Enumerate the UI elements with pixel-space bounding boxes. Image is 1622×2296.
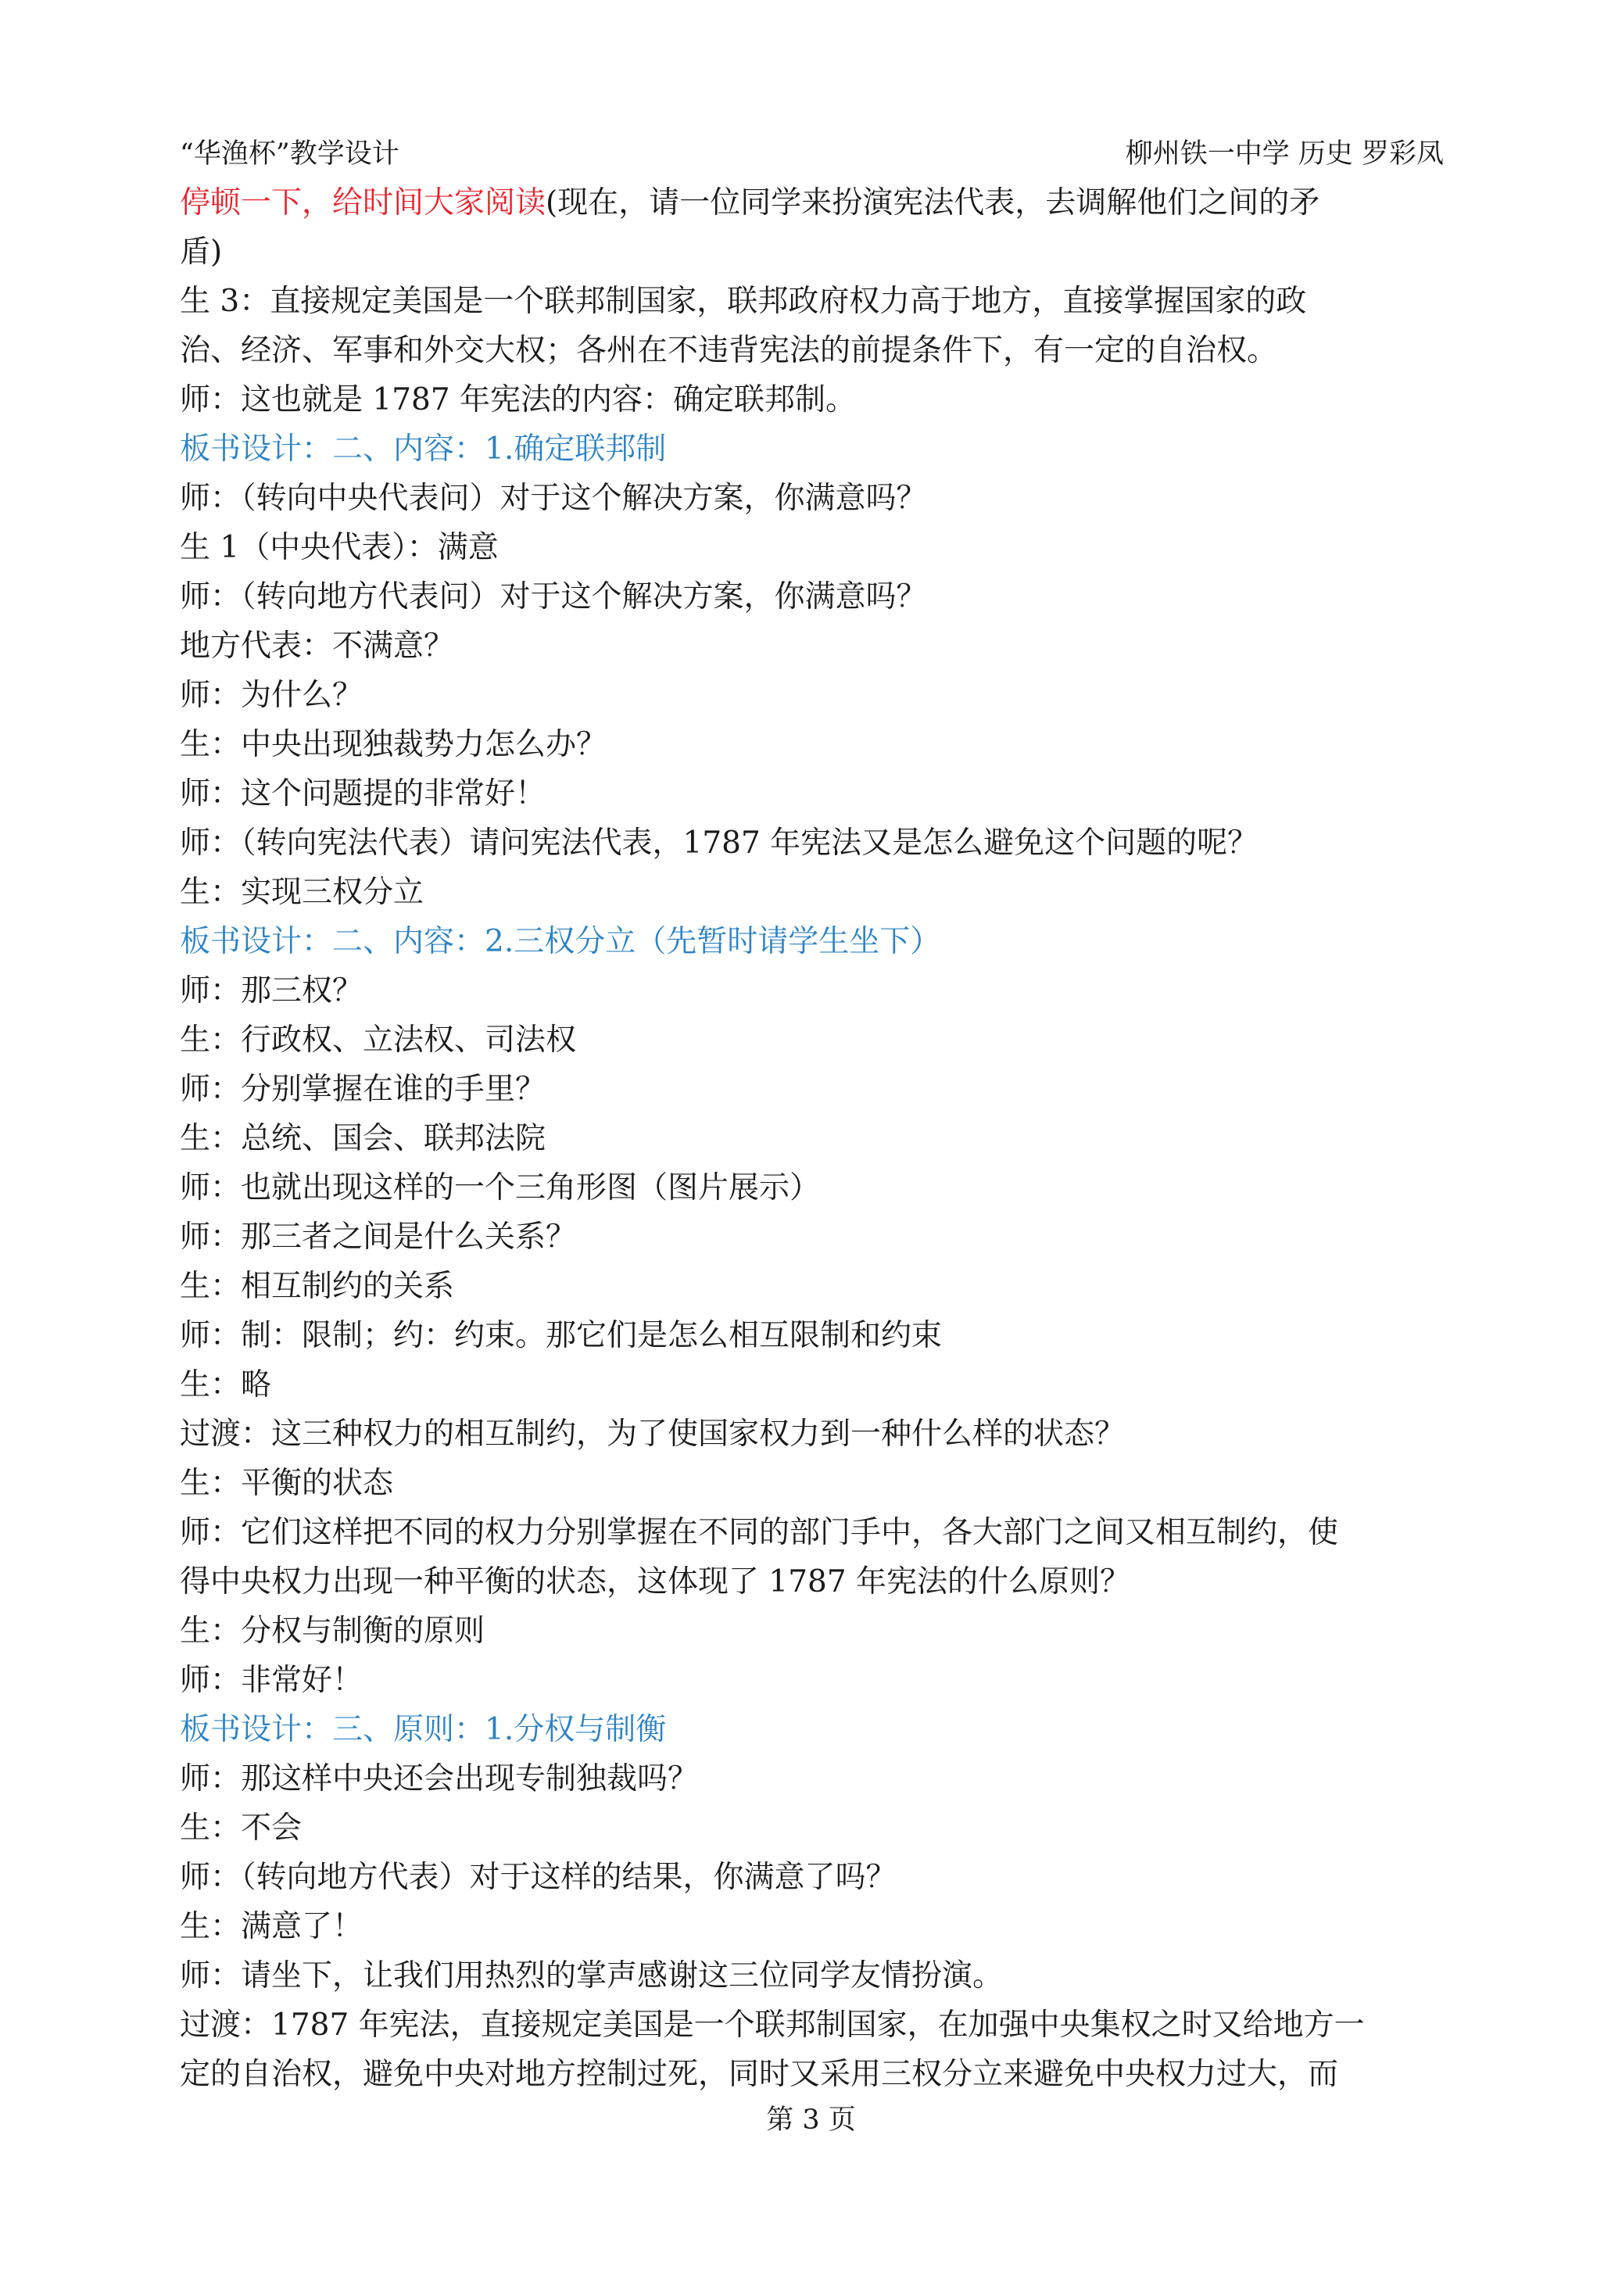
line-text: 师：（转向地方代表问）对于这个解决方案，你满意吗？ (180, 579, 927, 614)
text-line (180, 474, 1446, 523)
line-text: 生：平衡的状态 (180, 1466, 394, 1501)
text-line (180, 523, 1446, 572)
text-line (180, 917, 1446, 966)
line-text: 治、经济、军事和外交大权；各州在不违背宪法的前提条件下，有一定的自治权。 (180, 333, 1278, 368)
text-line (180, 572, 1446, 621)
text-line (180, 2000, 1446, 2050)
line-text: 师：它们这样把不同的权力分别掌握在不同的部门手中，各大部门之间又相互制约，使 (180, 1515, 1339, 1550)
line-text: 师：请坐下，让我们用热烈的掌声感谢这三位同学友情扮演。 (180, 1958, 1004, 1993)
text-line (180, 375, 1446, 424)
line-text: 师：制：限制；约：约束。那它们是怎么相互限制和约束 (180, 1318, 943, 1353)
document-body (180, 178, 1446, 2099)
text-line (180, 1065, 1446, 1114)
line-text: 生：略 (180, 1367, 272, 1402)
text-line (180, 818, 1446, 868)
text-line (180, 1606, 1446, 1656)
line-text: 师：（转向地方代表）对于这样的结果，你满意了吗？ (180, 1860, 897, 1895)
text-line (180, 1902, 1446, 1951)
line-text: 定的自治权，避免中央对地方控制过死，同时又采用三权分立来避免中央权力过大，而 (180, 2057, 1339, 2092)
text-line (180, 1163, 1446, 1212)
line-text: 生：分权与制衡的原则 (180, 1614, 485, 1649)
text-line (180, 1705, 1446, 1754)
header-title: “华渔杯”教学设计 (180, 138, 399, 170)
line-text: (现在，请一位同学来扮演宪法代表，去调解他们之间的矛 (546, 185, 1320, 220)
text-line (180, 1212, 1446, 1262)
line-text: 生：实现三权分立 (180, 875, 424, 910)
line-text: 地方代表：不满意？ (180, 629, 455, 664)
line-text: 师：非常好！ (180, 1663, 363, 1698)
text-line (180, 1951, 1446, 2000)
text-line (180, 1656, 1446, 1705)
text-line (180, 1360, 1446, 1409)
line-text: 生 1（中央代表）：满意 (180, 530, 499, 565)
page-number: 第 3 页 (766, 2104, 856, 2136)
board-design-note: 板书设计：三、原则：1.分权与制衡 (180, 1712, 667, 1747)
line-text: 生：中央出现独裁势力怎么办？ (180, 727, 607, 762)
text-line (180, 326, 1446, 375)
line-text: 师：（转向中央代表问）对于这个解决方案，你满意吗？ (180, 481, 927, 516)
text-line (180, 966, 1446, 1015)
line-text: 生：满意了！ (180, 1909, 363, 1944)
text-line (180, 178, 1446, 227)
text-line (180, 868, 1446, 917)
line-text: 得中央权力出现一种平衡的状态，这体现了 1787 年宪法的什么原则？ (180, 1564, 1131, 1599)
line-text: 师：那三者之间是什么关系？ (180, 1220, 577, 1255)
line-text: 师：这个问题提的非常好！ (180, 776, 546, 811)
text-line (180, 1459, 1446, 1508)
text-line (180, 1853, 1446, 1902)
line-text: 师：（转向宪法代表）请问宪法代表，1787 年宪法又是怎么避免这个问题的呢？ (180, 826, 1259, 861)
line-text: 生：不会 (180, 1811, 303, 1846)
text-line (180, 720, 1446, 769)
line-text: 生 3：直接规定美国是一个联邦制国家，联邦政府权力高于地方，直接掌握国家的政 (180, 284, 1307, 319)
text-line (180, 1409, 1446, 1459)
text-line (180, 2050, 1446, 2099)
line-text: 师：也就出现这样的一个三角形图（图片展示） (180, 1170, 821, 1205)
board-design-note: 板书设计：二、内容：2.三权分立（先暂时请学生坐下） (180, 924, 941, 959)
page-header (180, 134, 1444, 174)
line-text: 过渡：这三种权力的相互制约，为了使国家权力到一种什么样的状态？ (180, 1417, 1126, 1452)
text-line (180, 1508, 1446, 1557)
text-line (180, 227, 1446, 277)
text-line (180, 1754, 1446, 1803)
line-text: 师：那这样中央还会出现专制独裁吗？ (180, 1761, 699, 1796)
text-line (180, 621, 1446, 671)
text-line (180, 769, 1446, 818)
header-author: 柳州铁一中学 历史 罗彩凤 (1125, 138, 1444, 170)
line-text: 生：相互制约的关系 (180, 1269, 455, 1304)
line-text: 生：总统、国会、联邦法院 (180, 1121, 546, 1156)
text-line (180, 424, 1446, 474)
line-text: 生：行政权、立法权、司法权 (180, 1023, 577, 1058)
highlight-note: 停顿一下，给时间大家阅读 (180, 185, 546, 220)
text-line (180, 1311, 1446, 1360)
line-text: 师：这也就是 1787 年宪法的内容：确定联邦制。 (180, 382, 857, 417)
line-text: 师：分别掌握在谁的手里？ (180, 1072, 546, 1107)
board-design-note: 板书设计：二、内容：1.确定联邦制 (180, 432, 667, 467)
text-line (180, 1015, 1446, 1065)
text-line (180, 1803, 1446, 1853)
text-line (180, 1557, 1446, 1606)
line-text: 过渡：1787 年宪法，直接规定美国是一个联邦制国家，在加强中央集权之时又给地方一 (180, 2008, 1365, 2043)
text-line (180, 1114, 1446, 1163)
text-line (180, 671, 1446, 720)
line-text: 师：那三权？ (180, 973, 363, 1008)
line-text: 盾) (180, 235, 223, 270)
line-text: 师：为什么？ (180, 678, 363, 713)
text-line (180, 277, 1446, 326)
text-line (180, 1262, 1446, 1311)
